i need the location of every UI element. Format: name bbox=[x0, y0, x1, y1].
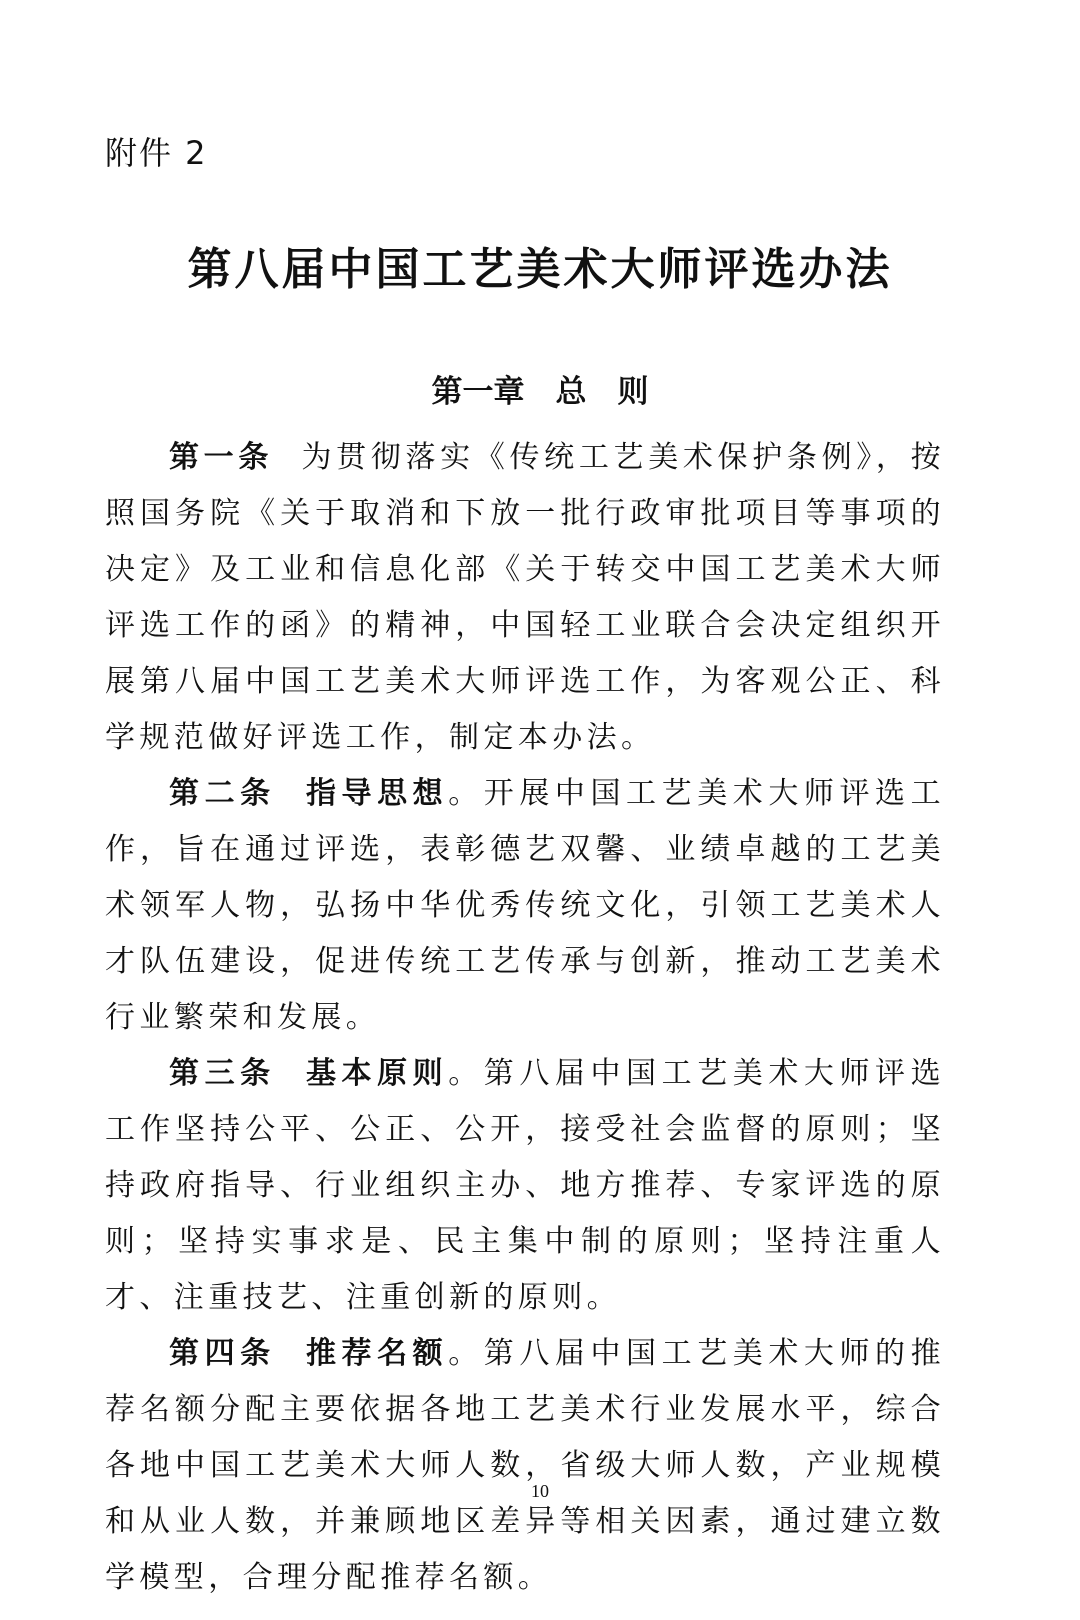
article-1 bbox=[105, 430, 945, 766]
article-topic: 指导思想 bbox=[305, 776, 449, 811]
article-text: 。第八届中国工艺美术大师的推荐名额分配主要依据各地工艺美术行业发展水平，综合各地中国工艺美术大师人数，省级大师人数，产业规模和从业人数，并兼顾地区差异等相关因素，通过建立数学模型，合理分配推荐名额。 bbox=[105, 1336, 946, 1595]
article-heading: 第二条 bbox=[169, 776, 276, 811]
article-topic: 推荐名额 bbox=[305, 1336, 449, 1371]
article-2 bbox=[105, 766, 945, 1046]
document-body bbox=[105, 430, 945, 1606]
article-text: 为贯彻落实《传统工艺美术保护条例》，按照国务院《关于取消和下放一批行政审批项目等事项的决定》及工业和信息化部《关于转交中国工艺美术大师评选工作的函》的精神，中国轻工业联合会决定组织开展第八届中国工艺美术大师评选工作，为客观公正、科学规范做好评选工作，制定本办法。 bbox=[105, 440, 945, 755]
article-topic: 基本原则 bbox=[305, 1056, 449, 1091]
article-heading: 第四条 bbox=[169, 1336, 276, 1371]
article-text: 。第八届中国工艺美术大师评选工作坚持公平、公正、公开，接受社会监督的原则；坚持政府指导、行业组织主办、地方推荐、专家评选的原则；坚持实事求是、民主集中制的原则；坚持注重人才、注重技艺、注重创新的原则。 bbox=[105, 1056, 946, 1315]
document-title: 第八届中国工艺美术大师评选办法 bbox=[187, 244, 893, 295]
attachment-label: 附件 2 bbox=[105, 134, 208, 172]
article-3 bbox=[105, 1046, 945, 1326]
article-heading: 第三条 bbox=[169, 1056, 276, 1091]
article-text: 。开展中国工艺美术大师评选工作，旨在通过评选，表彰德艺双馨、业绩卓越的工艺美术领军人物，弘扬中华优秀传统文化，引领工艺美术人才队伍建设，促进传统工艺传承与创新，推动工艺美术行业繁荣和发展。 bbox=[105, 776, 946, 1035]
page-number: 10 bbox=[531, 1481, 549, 1501]
article-4 bbox=[105, 1326, 945, 1606]
chapter-title: 第一章 总 则 bbox=[431, 374, 649, 410]
article-heading: 第一条 bbox=[169, 440, 274, 475]
